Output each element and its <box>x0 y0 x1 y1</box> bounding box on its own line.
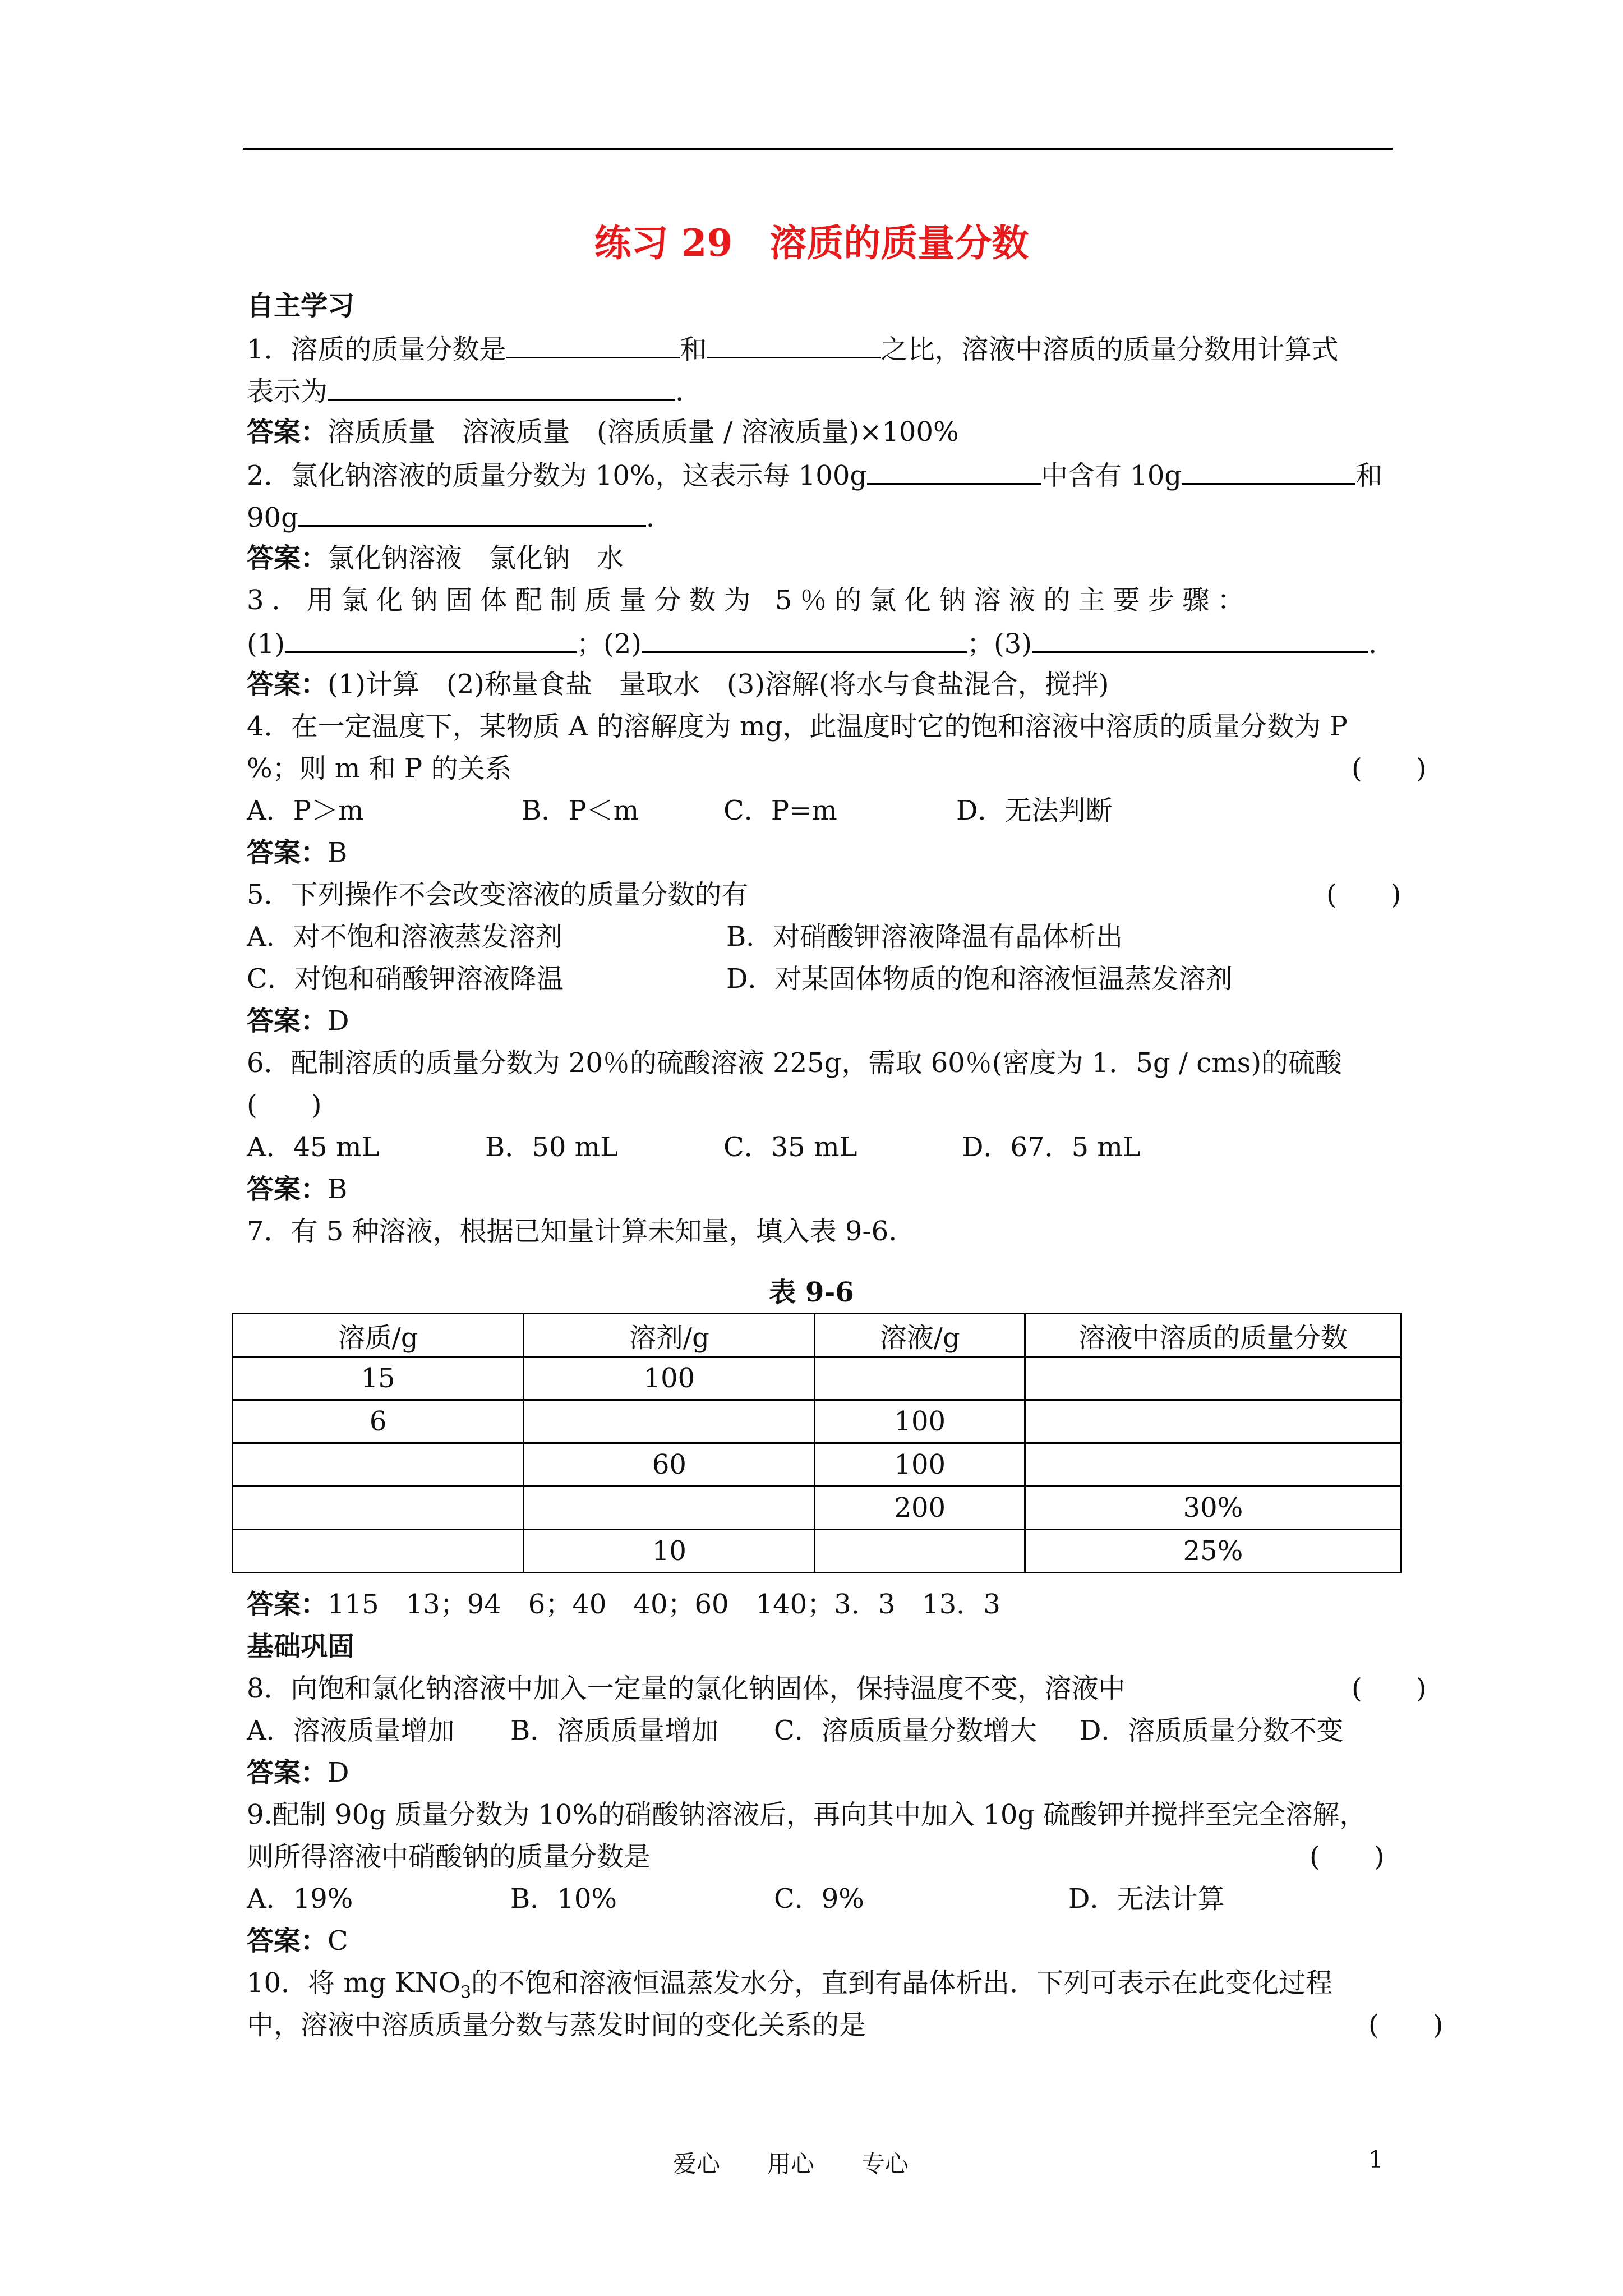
answer-blank[interactable] <box>867 457 1041 485</box>
table-cell[interactable]: 100 <box>524 1357 815 1400</box>
question-2-line-1 <box>247 457 1382 493</box>
question-1-line-2 <box>247 373 684 408</box>
answer-blank[interactable] <box>298 499 646 527</box>
question-8-line-1: 8．向饱和氯化钠溶液中加入一定量的氯化钠固体，保持温度不变，溶液中 <box>247 1673 1126 1704</box>
answer-label: 答案： <box>247 669 328 700</box>
answer-4 <box>247 836 347 869</box>
answer-1 <box>247 415 959 449</box>
answer-text: B <box>328 1174 348 1205</box>
table-row <box>233 1357 1401 1400</box>
option-b[interactable]: B．对硝酸钾溶液降温有晶体析出 <box>726 921 1123 953</box>
option-c[interactable]: C．溶质质量分数增大 <box>774 1715 1037 1746</box>
question-text: 的不饱和溶液恒温蒸发水分，直到有晶体析出．下列可表示在此变化过程 <box>471 1967 1333 1999</box>
table-cell[interactable] <box>815 1357 1025 1400</box>
answer-parenthesis[interactable]: ( ) <box>1368 2009 1444 2041</box>
answer-label: 答案： <box>247 837 328 868</box>
answer-label: 答案： <box>247 542 328 574</box>
answer-label: 答案： <box>247 1757 328 1788</box>
question-6-line-1: 6．配制溶质的质量分数为 20％的硫酸溶液 225g，需取 60％(密度为 1．5g / cms)的硫酸 <box>247 1047 1343 1079</box>
question-3-line-2 <box>247 625 1377 661</box>
table-header: 溶液中溶质的质量分数 <box>1025 1314 1401 1357</box>
answer-text: 115 13；94 6；40 40；60 140；3．3 13．3 <box>328 1589 1000 1620</box>
table-caption: 表 9-6 <box>769 1277 854 1308</box>
question-text: 2．氯化钠溶液的质量分数为 10%，这表示每 100g <box>247 460 868 491</box>
question-7-line-1: 7．有 5 种溶液，根据已知量计算未知量，填入表 9-6. <box>247 1216 897 1247</box>
footer-motto: 爱心 用心 专心 <box>673 2150 909 2178</box>
answer-5 <box>247 1004 349 1038</box>
table-header-row <box>233 1314 1401 1357</box>
option-a[interactable]: A．P＞m <box>247 795 364 826</box>
table-row <box>233 1400 1401 1443</box>
table-row <box>233 1487 1401 1530</box>
option-a[interactable]: A．溶液质量增加 <box>247 1715 455 1746</box>
question-4-line-1: 4．在一定温度下，某物质 A 的溶解度为 mg，此温度时它的饱和溶液中溶质的质量分数为 P <box>247 711 1348 742</box>
answer-label: 答案： <box>247 1005 328 1037</box>
section-heading: 自主学习 <box>247 290 355 321</box>
question-text: (1) <box>247 628 285 660</box>
option-c[interactable]: C．对饱和硝酸钾溶液降温 <box>247 963 564 995</box>
subscript: 3 <box>460 1982 472 2003</box>
answer-blank[interactable] <box>1182 457 1355 485</box>
table-cell[interactable]: 60 <box>524 1443 815 1487</box>
option-d[interactable]: D．溶质质量分数不变 <box>1080 1715 1344 1746</box>
page-number: 1 <box>1368 2146 1384 2173</box>
answer-label: 答案： <box>247 1925 328 1957</box>
answer-2 <box>247 541 624 575</box>
table-cell[interactable]: 100 <box>815 1443 1025 1487</box>
question-4-line-2: %；则 m 和 P 的关系 <box>247 753 512 784</box>
table-cell[interactable] <box>233 1530 524 1573</box>
table-cell[interactable]: 200 <box>815 1487 1025 1530</box>
question-text: 1．溶质的质量分数是 <box>247 334 506 365</box>
question-text: . <box>645 502 655 533</box>
answer-label: 答案： <box>247 416 328 448</box>
option-a[interactable]: A．对不饱和溶液蒸发溶剂 <box>247 921 562 953</box>
answer-parenthesis[interactable]: ( ) <box>1326 879 1401 910</box>
table-cell[interactable] <box>1025 1400 1401 1443</box>
option-a[interactable]: A．19% <box>247 1883 353 1915</box>
answer-text: (1)计算 (2)称量食盐 量取水 (3)溶解(将水与食盐混合，搅拌) <box>328 669 1109 700</box>
table-cell[interactable] <box>1025 1357 1401 1400</box>
table-cell[interactable] <box>1025 1443 1401 1487</box>
answer-7 <box>247 1588 1000 1621</box>
answer-label: 答案： <box>247 1174 328 1205</box>
section-heading: 基础巩固 <box>247 1631 355 1662</box>
question-text: 90g <box>247 502 298 533</box>
table-cell[interactable] <box>233 1443 524 1487</box>
option-c[interactable]: C．9% <box>774 1883 864 1915</box>
table-header: 溶质/g <box>233 1314 524 1357</box>
option-b[interactable]: B．10% <box>510 1883 617 1915</box>
option-d[interactable]: D．67．5 mL <box>962 1131 1141 1163</box>
answer-parenthesis[interactable]: ( ) <box>1352 753 1427 784</box>
table-cell[interactable]: 10 <box>524 1530 815 1573</box>
question-text: . <box>675 376 684 407</box>
answer-parenthesis[interactable]: ( ) <box>1310 1841 1385 1872</box>
question-9-line-2: 则所得溶液中硝酸钠的质量分数是 <box>247 1841 651 1872</box>
answer-text: 氯化钠溶液 氯化钠 水 <box>328 542 624 574</box>
table-cell[interactable] <box>815 1530 1025 1573</box>
option-a[interactable]: A．45 mL <box>247 1131 380 1163</box>
option-b[interactable]: B．50 mL <box>485 1131 619 1163</box>
question-5-line-1: 5．下列操作不会改变溶液的质量分数的有 <box>247 879 749 910</box>
option-d[interactable]: D．无法计算 <box>1068 1883 1225 1915</box>
header-rule <box>243 148 1393 150</box>
table-cell[interactable] <box>524 1400 815 1443</box>
table-cell[interactable] <box>524 1487 815 1530</box>
option-d[interactable]: D．无法判断 <box>956 795 1113 826</box>
answer-text: D <box>328 1005 349 1037</box>
question-text: 10．将 mg KNO <box>247 1967 461 1999</box>
answer-parenthesis[interactable]: ( ) <box>1352 1673 1427 1704</box>
answer-text: C <box>328 1925 348 1957</box>
question-1-line-1 <box>247 331 1339 366</box>
answer-blank[interactable] <box>1032 625 1368 653</box>
answer-blank[interactable] <box>506 331 680 358</box>
question-text: 和 <box>680 334 707 365</box>
table-row <box>233 1530 1401 1573</box>
table-cell[interactable]: 15 <box>233 1357 524 1400</box>
table-cell[interactable]: 25% <box>1025 1530 1401 1573</box>
answer-blank[interactable] <box>642 625 967 653</box>
table-cell[interactable]: 30% <box>1025 1487 1401 1530</box>
question-text: ；(2) <box>577 628 642 660</box>
question-2-line-2 <box>247 499 654 535</box>
answer-text: 溶质质量 溶液质量 (溶质质量 / 溶液质量)×100% <box>328 416 959 448</box>
question-text: ；(3) <box>967 628 1032 660</box>
table-cell[interactable]: 6 <box>233 1400 524 1443</box>
table-row <box>233 1443 1401 1487</box>
page-title: 练习 29 溶质的质量分数 <box>594 221 1029 265</box>
question-text: 之比，溶液中溶质的质量分数用计算式 <box>880 334 1339 365</box>
answer-6 <box>247 1172 347 1206</box>
question-10-line-2: 中，溶液中溶质质量分数与蒸发时间的变化关系的是 <box>247 2009 866 2041</box>
question-text: . <box>1368 628 1377 660</box>
table-cell[interactable]: 100 <box>815 1400 1025 1443</box>
question-text: 表示为 <box>247 376 328 407</box>
option-d[interactable]: D．对某固体物质的饱和溶液恒温蒸发溶剂 <box>726 963 1233 995</box>
option-c[interactable]: C．P=m <box>723 795 837 826</box>
answer-text: B <box>328 837 348 868</box>
data-table <box>232 1313 1402 1573</box>
question-9-line-1: 9.配制 90g 质量分数为 10%的硝酸钠溶液后，再向其中加入 10g 硫酸钾并搅拌至完全溶解， <box>247 1799 1367 1830</box>
option-b[interactable]: B．溶质质量增加 <box>510 1715 719 1746</box>
option-c[interactable]: C．35 mL <box>723 1131 857 1163</box>
question-3-line-1: 3．用氯化钠固体配制质量分数为 5％的氯化钠溶液的主要步骤： <box>247 585 1252 616</box>
answer-blank[interactable] <box>285 625 577 653</box>
table-header: 溶剂/g <box>524 1314 815 1357</box>
answer-blank[interactable] <box>328 373 675 401</box>
answer-text: D <box>328 1757 349 1788</box>
answer-8 <box>247 1756 349 1789</box>
question-text: 和 <box>1355 460 1383 491</box>
question-10-line-1 <box>247 1966 1332 2010</box>
table-cell[interactable] <box>233 1487 524 1530</box>
answer-9 <box>247 1924 348 1958</box>
answer-parenthesis[interactable]: ( ) <box>247 1089 322 1121</box>
option-b[interactable]: B．P＜m <box>522 795 639 826</box>
answer-3 <box>247 668 1109 701</box>
answer-blank[interactable] <box>707 331 881 358</box>
table-header: 溶液/g <box>815 1314 1025 1357</box>
answer-label: 答案： <box>247 1589 328 1620</box>
question-text: 中含有 10g <box>1041 460 1182 491</box>
